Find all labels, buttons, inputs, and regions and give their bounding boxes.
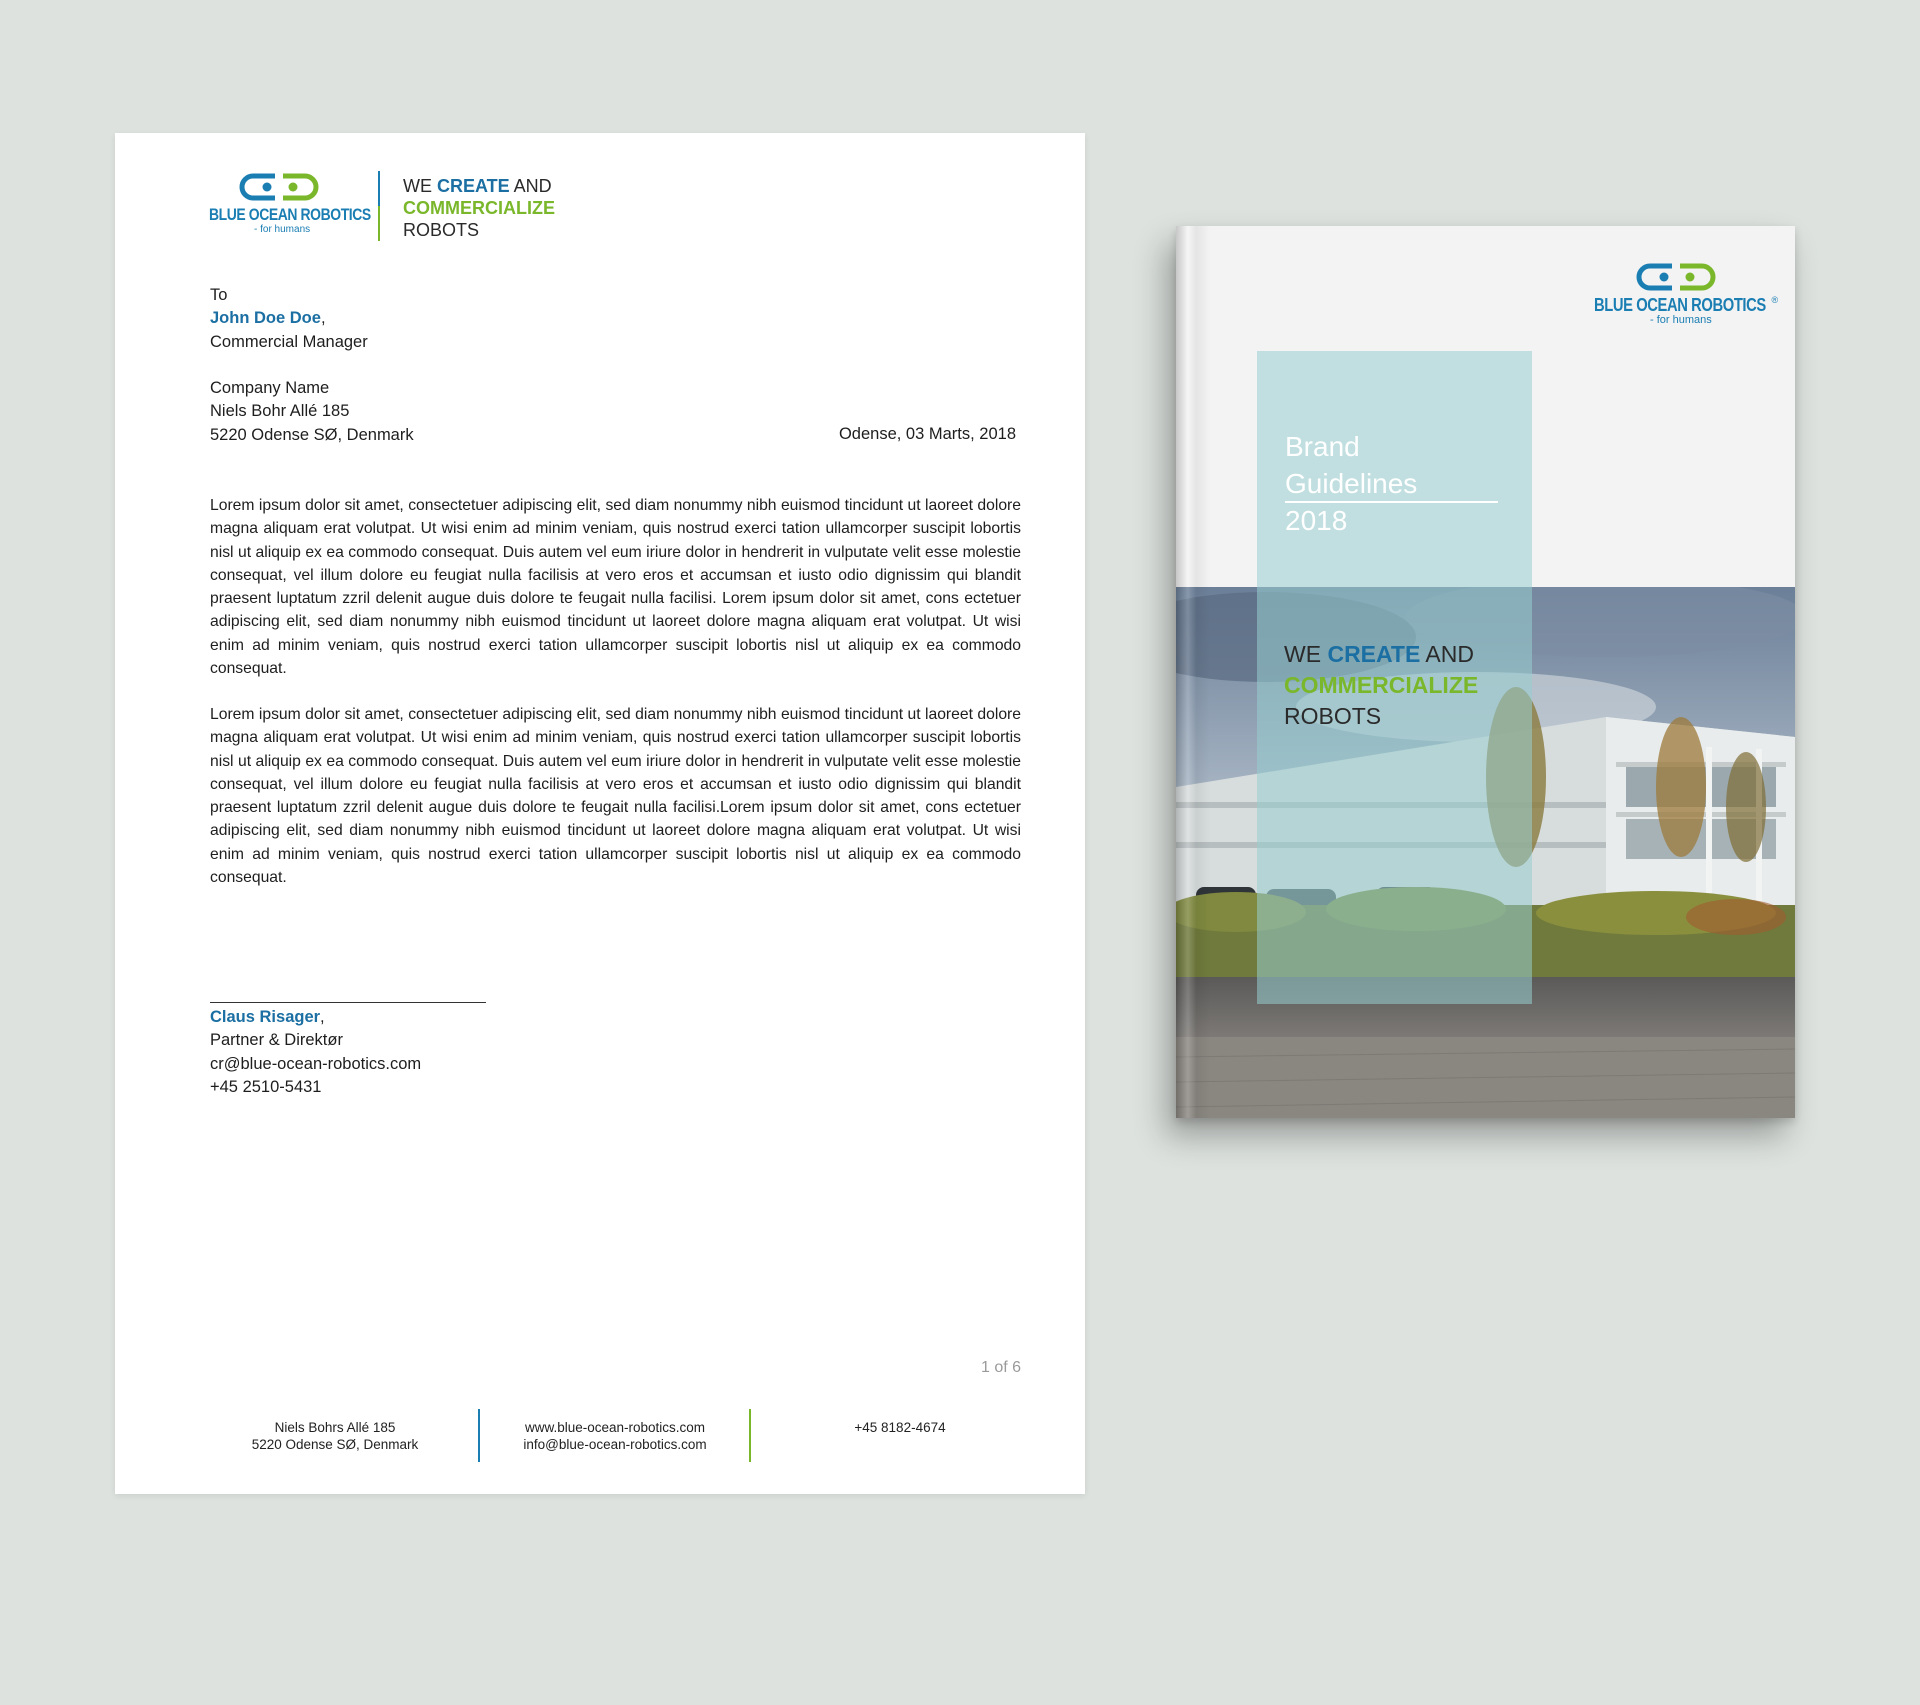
footer-address-line1: Niels Bohrs Allé 185 [274,1420,396,1435]
book-title-guidelines: Guidelines [1285,468,1418,499]
book-title-brand: Brand [1285,431,1360,462]
book-logo-name: BLUE OCEAN ROBOTICS [1594,295,1766,315]
logo-name: BLUE OCEAN ROBOTICS [209,205,371,224]
footer-address [235,1419,435,1453]
tagline-create: CREATE [437,176,510,196]
to-label: To [210,286,228,304]
tagline-commercialize: COMMERCIALIZE [403,198,555,218]
book-tagline-commercialize: COMMERCIALIZE [1284,672,1479,698]
book-tagline-robots: ROBOTS [1284,703,1382,729]
recipient-title: Commercial Manager [210,332,368,351]
body-paragraph-2: Lorem ipsum dolor sit amet, consectetuer adipiscing elit, sed diam nonummy nibh euismod tincidunt ut laoreet dolore magna aliquam erat volutpat. Ut wisi enim ad minim veniam, quis nostrud exerci tation ullamcorper suscipit lobortis nisl ut aliquip ex ea commodo consequat. Duis autem vel eum iriure dolor in hendrerit in vulputate velit esse molestie consequat, vel illum dolore eu feugiat nulla facilisis at vero eros et accumsan et iusto odio dignissim qui blandit praesent luptatum zzril delenit augue duis dolore te feugait nulla facilisi.Lorem ipsum dolor sit amet, cons ectetuer adipiscing elit, sed diam nonummy nibh euismod tincidunt ut laoreet dolore magna aliquam erat volutpat. Ut wisi enim ad minim veniam, quis nostrud exerci tation ullamcorper suscipit lobortis nisl ut aliquip ex ea commodo consequat. [210,706,1021,887]
tagline-we: WE [403,176,437,196]
logo-subtitle: - for humans [254,224,311,235]
book-logo-subtitle: - for humans [1650,314,1712,326]
book-tagline-we: WE [1284,641,1328,667]
recipient-block [210,284,368,354]
signer-phone: +45 2510-5431 [210,1077,322,1096]
company-city: 5220 Odense SØ, Denmark [210,425,414,444]
company-street: Niels Bohr Allé 185 [210,402,350,421]
signature-block [210,1006,421,1099]
company-address [210,377,414,447]
footer-address-line2: 5220 Odense SØ, Denmark [251,1437,419,1452]
footer-divider-blue [478,1409,480,1462]
tagline-robots: ROBOTS [403,220,480,240]
brand-guidelines-book [1176,226,1795,1118]
book-title-underline [1285,501,1498,503]
letter-date: Odense, 03 Marts, 2018 [838,425,1016,443]
footer-email: info@blue-ocean-robotics.com [523,1437,707,1452]
signer-email: cr@blue-ocean-robotics.com [210,1054,422,1073]
signer-name: Claus Risager [210,1008,321,1026]
book-tagline-create: CREATE [1327,641,1421,667]
signer-comma: , [320,1008,325,1026]
body-paragraph-1: Lorem ipsum dolor sit amet, consectetuer adipiscing elit, sed diam nonummy nibh euismod tincidunt ut laoreet dolore magna aliquam erat volutpat. Ut wisi enim ad minim veniam, quis nostrud exerci tation ullamcorper suscipit lobortis nisl ut aliquip ex ea commodo consequat. Duis autem vel eum iriure dolor in hendrerit in vulputate velit esse molestie consequat, vel illum dolore eu feugiat nulla facilisis at vero eros et accumsan et iusto odio dignissim qui blandit praesent luptatum zzril delenit augue duis dolore te feugait nulla facilisi. Lorem ipsum dolor sit amet, cons ectetuer adipiscing elit, sed diam nonummy nibh euismod tincidunt ut laoreet dolore magna aliquam erat volutpat. Ut wisi enim ad minim veniam, quis nostrud exerci tation ullamcorper suscipit lobortis nisl ut aliquip ex ea commodo consequat. [210,497,1021,678]
signer-title: Partner & Direktør [210,1031,343,1050]
book-tagline-and: AND [1420,641,1474,667]
company-name: Company Name [210,379,330,397]
logo-mark-icon [237,173,321,201]
book-tagline [1284,639,1478,732]
page-number: 1 of 6 [980,1359,1021,1376]
recipient-name: John Doe Doe [210,309,321,328]
footer-divider-green [749,1409,751,1462]
book-logo-name-row [1594,295,1784,316]
footer-website: www.blue-ocean-robotics.com [524,1420,706,1435]
book-title [1285,428,1417,539]
book-title-year: 2018 [1285,505,1348,536]
footer-phone: +45 8182-4674 [854,1420,946,1435]
brand-logo [209,173,371,235]
tagline-and: AND [509,176,552,196]
footer-web [500,1419,730,1453]
letterhead-page [115,133,1085,1494]
letter-tagline [403,175,555,241]
registered-mark: ® [1771,295,1779,305]
header-divider [378,171,380,241]
signature-line [210,1002,486,1003]
book-logo-mark-icon [1634,263,1718,291]
book-logo [1594,263,1784,326]
recipient-comma: , [320,309,326,328]
